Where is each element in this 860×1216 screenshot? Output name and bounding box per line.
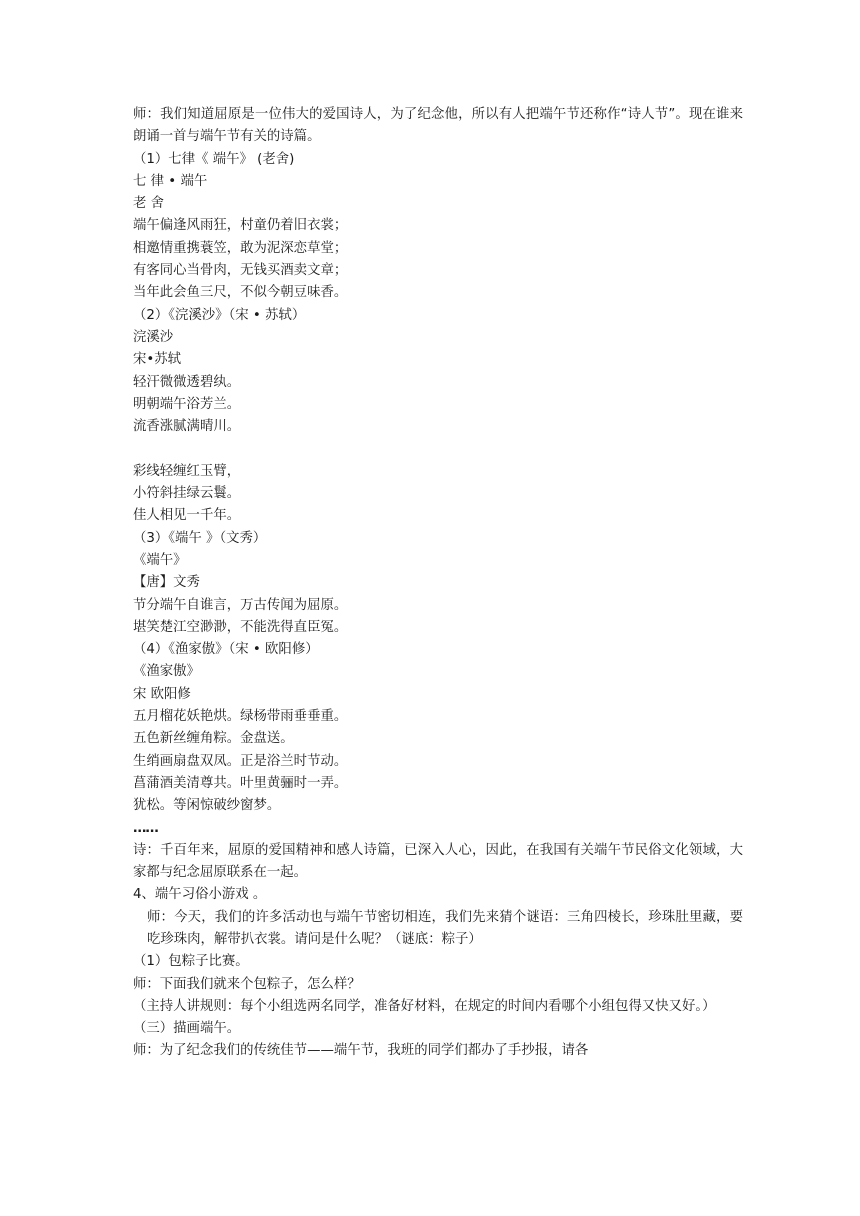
text-line: （4）《渔家傲》（宋 • 欧阳修） bbox=[133, 642, 319, 658]
text-line: 老 舍 bbox=[133, 196, 165, 212]
text-line: 师：我们知道屈原是一位伟大的爱国诗人，为了纪念他，所以有人把端午节还称作“诗人节”。现在谁来朗诵一首与端午节有关的诗篇。 bbox=[133, 107, 743, 145]
text-line: 师：今天，我们的许多活动也与端午节密切相连，我们先来猜个谜语：三角四棱长，珍珠肚里藏，要吃珍珠肉，解带扒衣裳。请问是什么呢？（谜底：粽子） bbox=[147, 909, 743, 947]
text-line: 有客同心当骨肉，无钱买酒卖文章； bbox=[133, 263, 348, 279]
text-line: （三）描画端午。 bbox=[133, 1021, 241, 1037]
text-line: （1）七律《 端午》 (老舍) bbox=[133, 151, 295, 167]
text-line: 师：为了纪念我们的传统佳节——端午节，我班的同学们都办了手抄报，请各 bbox=[133, 1043, 589, 1059]
text-line: 彩线轻缠红玉臂， bbox=[133, 463, 241, 479]
text-line: （主持人讲规则：每个小组选两名同学，准备好材料，在规定的时间内看哪个小组包得又快又好。） bbox=[133, 998, 716, 1014]
text-line: 宋•苏轼 bbox=[133, 352, 182, 368]
text-line: 菖蒲酒美清尊共。叶里黄骊时一弄。 bbox=[133, 775, 348, 791]
text-line: 《端午》 bbox=[133, 552, 187, 568]
text-line: 流香涨腻满晴川。 bbox=[133, 419, 241, 435]
text-line: 轻汗微微透碧纨。 bbox=[133, 374, 241, 390]
text-line: （2）《浣溪沙》（宋 • 苏轼） bbox=[133, 307, 306, 323]
text-line: 堪笑楚江空渺渺，不能洗得直臣冤。 bbox=[133, 619, 348, 635]
blank-line bbox=[133, 438, 743, 460]
text-line: 宋 欧阳修 bbox=[133, 686, 191, 702]
text-line: 诗：千百年来，屈原的爱国精神和感人诗篇，已深入人心，因此，在我国有关端午节民俗文化领域，大家都与纪念屈原联系在一起。 bbox=[133, 842, 743, 881]
text-line: 犹松。等闲惊破纱窗梦。 bbox=[133, 798, 281, 814]
text-line: 明朝端午浴芳兰。 bbox=[133, 396, 241, 412]
text-line: 端午偏逢风雨狂，村童仍着旧衣裳； bbox=[133, 218, 348, 234]
text-line: 当年此会鱼三尺，不似今朝豆味香。 bbox=[133, 285, 348, 301]
text-line: 4、端午习俗小游戏 。 bbox=[133, 887, 267, 903]
text-line: 五月榴花妖艳烘。绿杨带雨垂垂重。 bbox=[133, 709, 348, 725]
text-line: 【唐】文秀 bbox=[133, 575, 200, 591]
text-line: 小符斜挂绿云鬟。 bbox=[133, 486, 241, 502]
text-line: 《渔家傲》 bbox=[133, 664, 200, 680]
text-line: 师：下面我们就来个包粽子，怎么样？ bbox=[133, 976, 361, 992]
text-line: （1）包粽子比赛。 bbox=[133, 954, 249, 970]
text-line: 浣溪沙 bbox=[133, 329, 174, 345]
text-line: 佳人相见一千年。 bbox=[133, 508, 241, 524]
text-line: （3）《端午 》（文秀） bbox=[133, 530, 267, 546]
document-body bbox=[133, 104, 743, 1063]
text-line: 七 律 • 端午 bbox=[133, 173, 208, 189]
text-line: …… bbox=[133, 820, 158, 836]
text-line: 五色新丝缠角粽。金盘送。 bbox=[133, 731, 294, 747]
text-line: 节分端午自谁言，万古传闻为屈原。 bbox=[133, 597, 348, 613]
text-line: 相邀情重携蓑笠，敢为泥深恋草堂； bbox=[133, 240, 348, 256]
text-line: 生绡画扇盘双凤。正是浴兰时节动。 bbox=[133, 753, 348, 769]
